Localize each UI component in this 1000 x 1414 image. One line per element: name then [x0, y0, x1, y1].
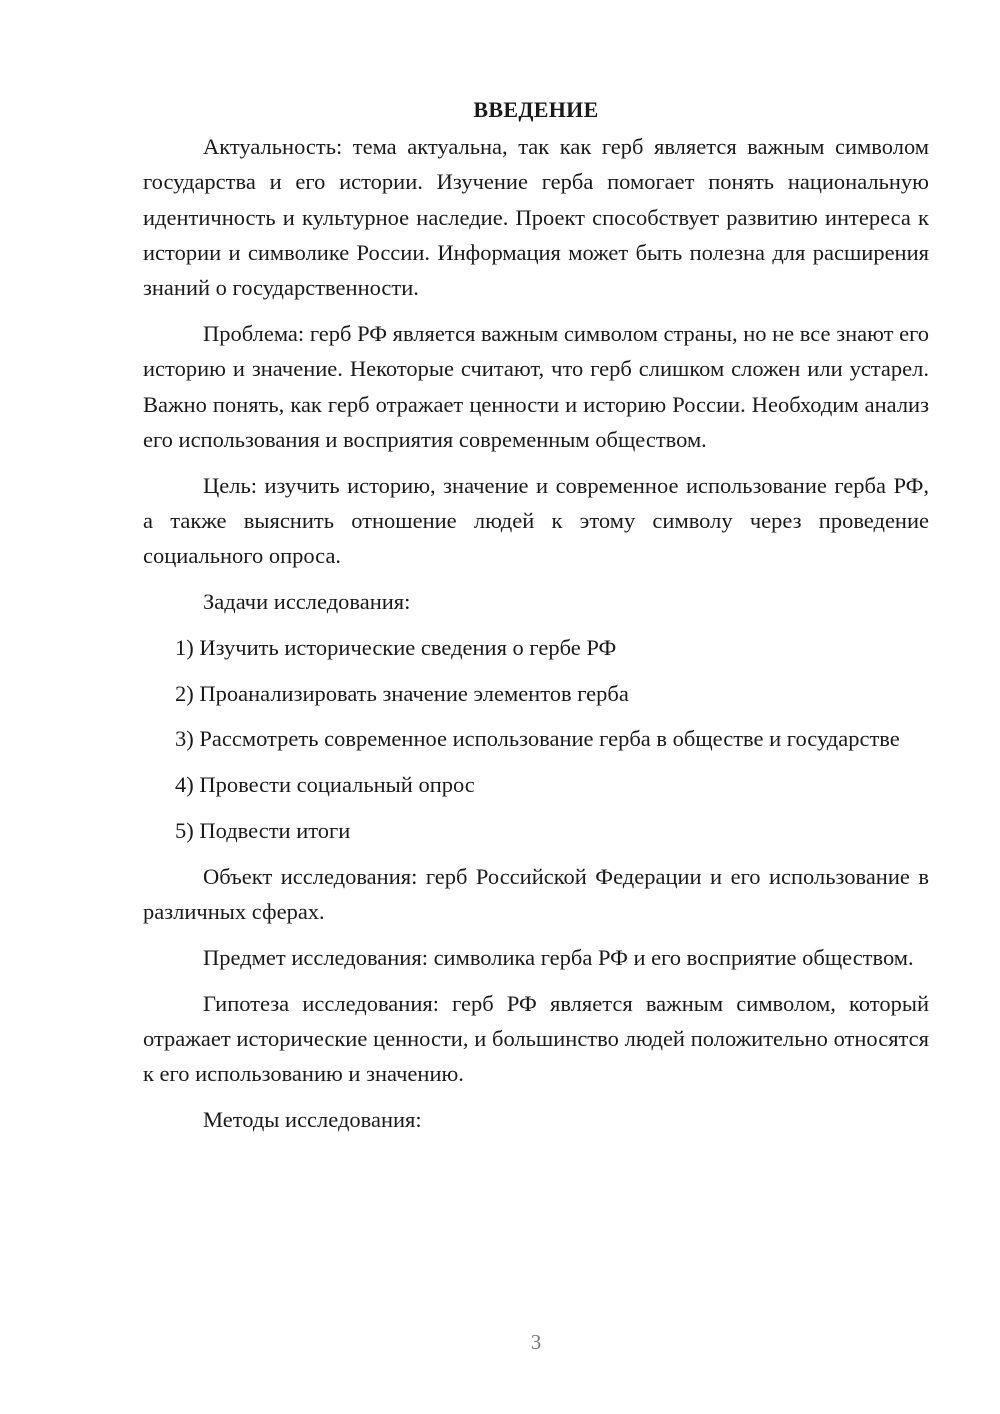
page-number: 3 [530, 1330, 542, 1354]
page-title: ВВЕДЕНИЕ [473, 97, 599, 122]
task-item-4: 4) Провести социальный опрос [175, 772, 475, 798]
methods-heading: Методы исследования: [203, 1107, 422, 1133]
hypothesis-paragraph: Гипотеза исследования: герб РФ является важным символом, который отражает исторические ценности, и большинство людей положительно относятся к его использованию и значению. [143, 990, 929, 1087]
subject-paragraph: Предмет исследования: символика герба РФ и его восприятие обществом. [203, 944, 914, 970]
task-item-5: 5) Подвести итоги [175, 818, 351, 844]
relevance-paragraph: Актуальность: тема актуальна, так как герб является важным символом государства и его истории. Изучение герба помогает понять национальную идентичность и культурное наследие. Проект способствует развитию интереса к истории и символике России. Информация может быть полезна для расширения знаний о государственности. [143, 134, 929, 301]
task-item-2: 2) Проанализировать значение элементов герба [175, 680, 629, 706]
tasks-heading: Задачи исследования: [203, 589, 411, 615]
page-content [143, 92, 929, 1137]
task-item-1: 1) Изучить исторические сведения о гербе РФ [175, 634, 617, 660]
problem-paragraph: Проблема: герб РФ является важным символом страны, но не все знают его историю и значение. Некоторые считают, что герб слишком сложен или устарел. Важно понять, как герб отражает ценности и историю России. Необходим анализ его использования и восприятия современным обществом. [143, 320, 929, 452]
object-paragraph: Объект исследования: герб Российской Федерации и его использование в различных сферах. [143, 863, 929, 925]
goal-paragraph: Цель: изучить историю, значение и современное использование герба РФ, а также выяснить отношение людей к этому символу через проведение социального опроса. [143, 472, 929, 569]
task-item-3: 3) Рассмотреть современное использование герба в обществе и государстве [175, 726, 900, 752]
